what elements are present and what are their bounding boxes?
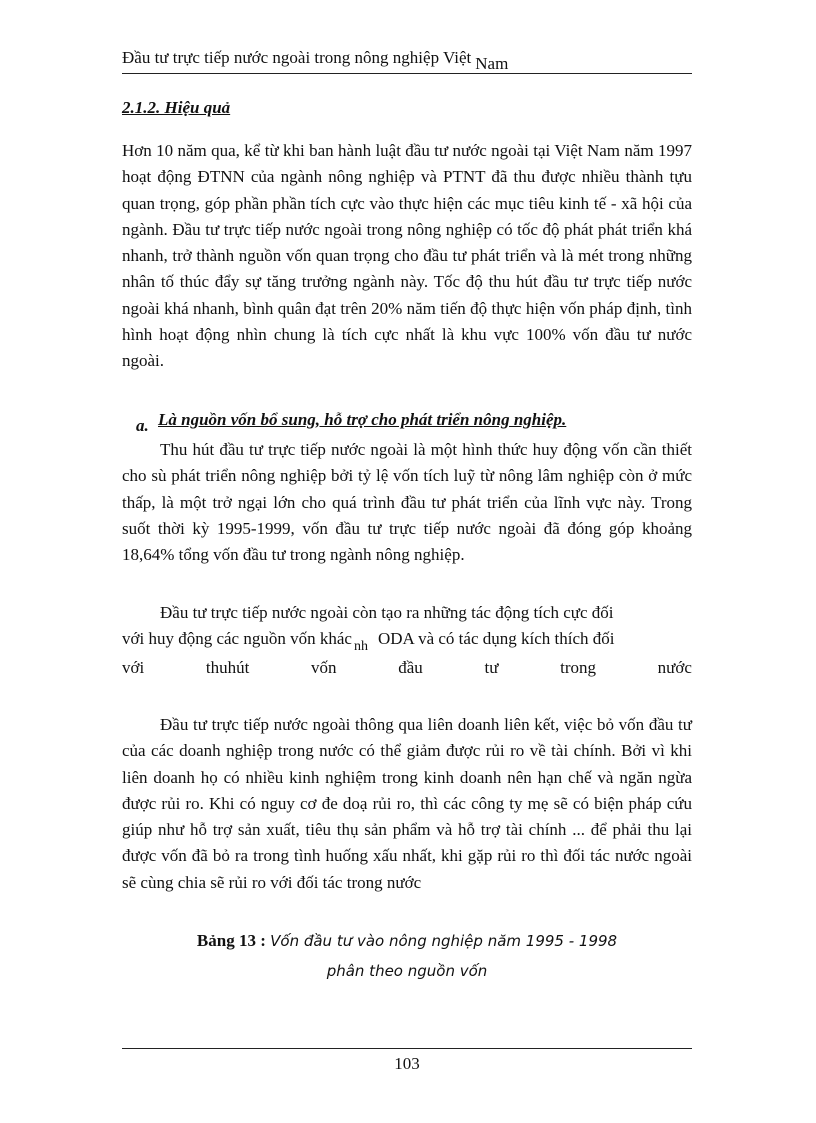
table-caption-line-2 bbox=[122, 958, 692, 984]
paragraph-other-sources-line-2 bbox=[122, 626, 692, 654]
header-title-sub: Nam bbox=[475, 54, 509, 73]
paragraph-other-sources-line-1: Đầu tư trực tiếp nước ngoài còn tạo ra những tác động tích cực đối bbox=[160, 603, 614, 622]
table-caption-title: Vốn đầu tư vào nông nghiệp năm 1995 - 1998 bbox=[270, 932, 618, 950]
line-2-part-b: ODA và có tác dụng kích thích đối bbox=[377, 629, 615, 649]
paragraph-other-sources-line-3 bbox=[122, 655, 692, 681]
paragraph-capital-mobilization: Thu hút đầu tư trực tiếp nước ngoài là một hình thức huy động vốn cần thiết cho sù phát triển nông nghiệp bởi tỷ lệ vốn tích luỹ từ nông lâm nghiệp còn ở mức thấp, là một trở ngại lớn cho quá trình đầu tư phát triển của lĩnh vực này. Trong suốt thời kỳ 1995-1999, vốn đầu tư trực tiếp nước ngoài đã đóng góp khoảng 18,64% tổng vốn đầu tư trong ngành nông nghiệp. bbox=[122, 440, 692, 565]
section-title: 2.1.2. Hiệu quả bbox=[122, 98, 231, 117]
line-2-part-a: với huy động các nguồn vốn khác bbox=[122, 629, 352, 649]
subheading-text: Là nguồn vốn bổ sung, hỗ trợ cho phát triển nông nghiệp. bbox=[158, 410, 567, 429]
line-2-subscript: nh bbox=[353, 639, 368, 655]
paragraph-risk-sharing: Đầu tư trực tiếp nước ngoài thông qua liên doanh liên kết, việc bỏ vốn đầu tư của các doanh nghiệp trong nước có thể giảm được rủi ro về tài chính. Bởi vì khi liên doanh họ có nhiều kinh nghiệm trong kinh doanh nên hạn chế và ngăn ngừa được rủi ro. Khi có nguy cơ đe doạ rủi ro, thì các công ty mẹ sẽ có biện pháp cứu giúp như hỗ trợ sản xuất, tiêu thụ sản phẩm và hỗ trợ tài chính ... để phải thu lại được vốn đã bỏ ra trong tình huống xấu nhất, khi gặp rủi ro thì đối tác nước ngoài sẽ cùng chia sẽ rủi ro với đối tác trong nước bbox=[122, 715, 692, 892]
paragraph-intro: Hơn 10 năm qua, kể từ khi ban hành luật đầu tư nước ngoài tại Việt Nam năm 1997 hoạt động ĐTNN của ngành nông nghiệp và PTNT đã thu được nhiều thành tựu quan trọng, góp phần phần tích cực vào thực hiện các mục tiêu kinh tế - xã hội của ngành. Đầu tư trực tiếp nước ngoài trong nông nghiệp có tốc độ phát phát triển khá nhanh, trở thành nguồn vốn quan trọng cho đầu tư phát triển và là mét trong những nhân tố thúc đẩy sự tăng trưởng ngành này. Tốc độ thu hút đầu tư trực tiếp nước ngoài khá nhanh, bình quân đạt trên 20% năm tiến độ thực hiện vốn pháp định, tình hình hoạt động nhìn chung là tích cực nhất là khu vực 100% vốn đầu tư nước ngoài. bbox=[122, 141, 692, 371]
line-3-word: trong bbox=[560, 657, 596, 677]
line-3-word: tư bbox=[484, 657, 499, 677]
table-caption-subtitle: phân theo nguồn vốn bbox=[326, 962, 488, 980]
table-caption-label: Bảng 13 : bbox=[196, 931, 266, 950]
line-3-word: với bbox=[122, 657, 145, 677]
footer-rule bbox=[122, 1048, 692, 1049]
line-3-word: nước bbox=[657, 657, 692, 677]
line-3-word: vốn bbox=[311, 657, 337, 677]
header-title: Đầu tư trực tiếp nước ngoài trong nông nghiệp Việt bbox=[122, 48, 472, 67]
subheading bbox=[136, 410, 567, 435]
page-number: 103 bbox=[394, 1054, 420, 1073]
running-header bbox=[122, 47, 692, 74]
line-3-word: đầu bbox=[398, 657, 423, 677]
subheading-marker: a. bbox=[136, 416, 149, 435]
line-3-word: thuhút bbox=[205, 657, 250, 677]
paragraph-other-sources bbox=[122, 600, 692, 681]
table-caption bbox=[122, 928, 692, 954]
